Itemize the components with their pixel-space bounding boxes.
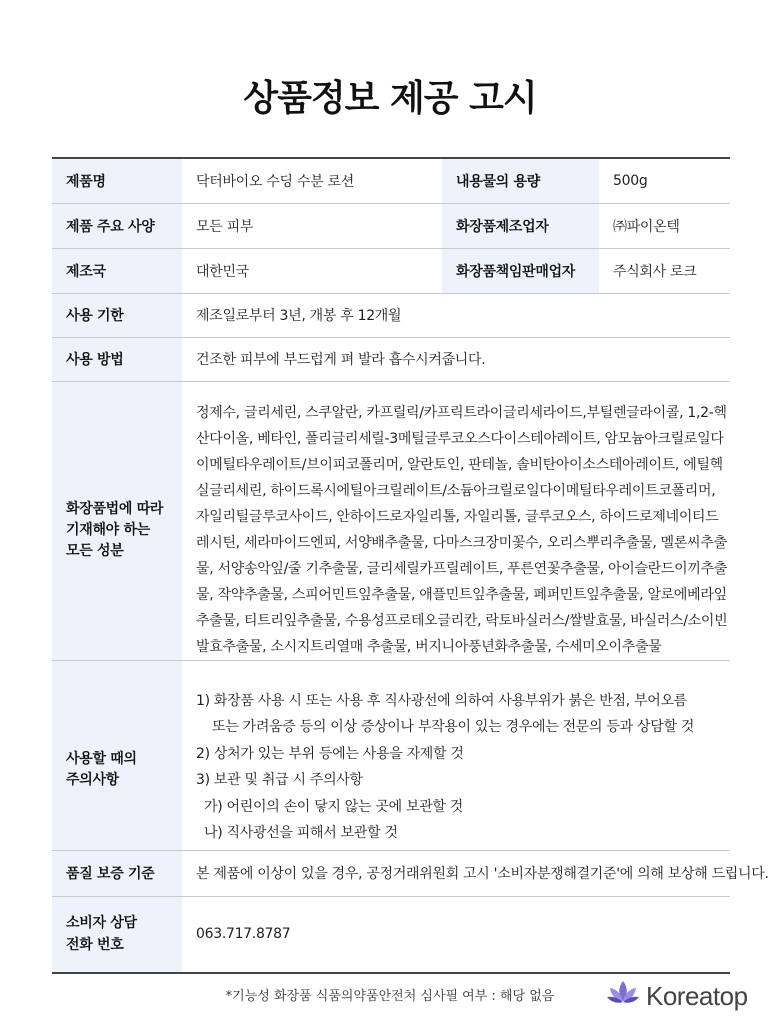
quality-label: 품질 보증 기준 xyxy=(52,850,182,896)
seller-value: 주식회사 로크 xyxy=(599,248,730,293)
table-row xyxy=(52,248,730,293)
table-row xyxy=(52,158,730,203)
table-row xyxy=(52,660,730,850)
country-value: 대한민국 xyxy=(182,248,442,293)
caution-line: 3) 보관 및 취급 시 주의사항 xyxy=(196,772,363,788)
product-name-label: 제품명 xyxy=(52,158,182,203)
manufacturer-label: 화장품제조업자 xyxy=(442,203,599,248)
brand-logo xyxy=(606,979,748,1013)
lotus-icon xyxy=(606,979,640,1013)
volume-value: 500g xyxy=(599,158,730,203)
page-title: 상품정보 제공 고시 xyxy=(243,78,537,119)
table-row xyxy=(52,381,730,660)
caution-line: 또는 가려움증 등의 이상 증상이나 부작용이 있는 경우에는 전문의 등과 상담할 것 xyxy=(212,719,695,735)
footnote: *기능성 화장품 식품의약품안전처 심사필 여부 : 해당 없음 xyxy=(225,989,555,1004)
manufacturer-value: ㈜파이온텍 xyxy=(599,203,730,248)
expiry-value: 제조일로부터 3년, 개봉 후 12개월 xyxy=(182,293,730,337)
quality-value: 본 제품에 이상이 있을 경우, 공정거래위원회 고시 '소비자분쟁해결기준'에 의해 보상해 드립니다. xyxy=(182,850,730,896)
product-name-value: 닥터바이오 수딩 수분 로션 xyxy=(182,158,442,203)
table-row xyxy=(52,337,730,381)
ingredients-label: 화장품법에 따라 기재해야 하는 모든 성분 xyxy=(52,381,182,660)
caution-line: 2) 상처가 있는 부위 등에는 사용을 자제할 것 xyxy=(196,745,464,762)
table-row xyxy=(52,896,730,973)
seller-label: 화장품책임판매업자 xyxy=(442,248,599,293)
volume-label: 내용물의 용량 xyxy=(442,158,599,203)
phone-label: 소비자 상담 전화 번호 xyxy=(52,896,182,973)
phone-value: 063.717.8787 xyxy=(182,896,730,973)
caution-line: 가) 어린이의 손이 닿지 않는 곳에 보관할 것 xyxy=(204,798,464,815)
usage-label: 사용 방법 xyxy=(52,337,182,381)
usage-value: 건조한 피부에 부드럽게 펴 발라 흡수시켜줍니다. xyxy=(182,337,730,381)
expiry-label: 사용 기한 xyxy=(52,293,182,337)
country-label: 제조국 xyxy=(52,248,182,293)
ingredients-value: 정제수, 글리세린, 스쿠알란, 카프릴릭/카프릭트라이글리세라이드,부틸렌글라이콜, 1,2-헥산다이올, 베타인, 폴리글리세릴-3메틸글루코오스다이스테아레이트, 암모늄아크릴로일다이메틸타우레이트/브이피코폴리머, 알란토인, 판테놀, 솔비탄아이소스테아레이트, 에틸헥실글리세린, 하이드록시에틸아크릴레이트/소듐아크릴로일다이메틸타우레이트코폴리머, 자일리틸글루코사이드, 안하이드로자일리톨, 자일리톨, 글루코오스, 하이드로제네이티드레시틴, 세라마이드엔피, 서양배추출물, 다마스크장미꽃수, 오리스뿌리추출물, 멜론씨추출물, 서양송악잎/줄 기추출물, 글리세릴카프릴레이트, 푸른연꽃추출물, 아이슬란드이끼추출물, 작약추출물, 스피어민트잎추출물, 애플민트잎추출물, 페퍼민트잎추출물, 알로에베라잎추출물, 티트리잎추출물, 수용성프로테오글리칸, 락토바실러스/쌀발효물, 바실러스/소이빈발효추출물, 소시지트리열매 추출물, 버지니아풍년화추출물, 수세미오이추출물 xyxy=(182,381,730,660)
spec-label: 제품 주요 사양 xyxy=(52,203,182,248)
table-row xyxy=(52,850,730,896)
caution-line: 1) 화장품 사용 시 또는 사용 후 직사광선에 의하여 사용부위가 붉은 반점, 부어오름 xyxy=(196,692,687,709)
spec-value: 모든 피부 xyxy=(182,203,442,248)
brand-name: Koreatop xyxy=(646,980,748,1011)
product-info-table xyxy=(52,157,769,974)
caution-label: 사용할 때의 주의사항 xyxy=(52,660,182,850)
table-row xyxy=(52,293,730,337)
table-row xyxy=(52,203,730,248)
caution-line: 나) 직사광선을 피해서 보관할 것 xyxy=(204,825,398,841)
caution-value xyxy=(182,660,730,850)
